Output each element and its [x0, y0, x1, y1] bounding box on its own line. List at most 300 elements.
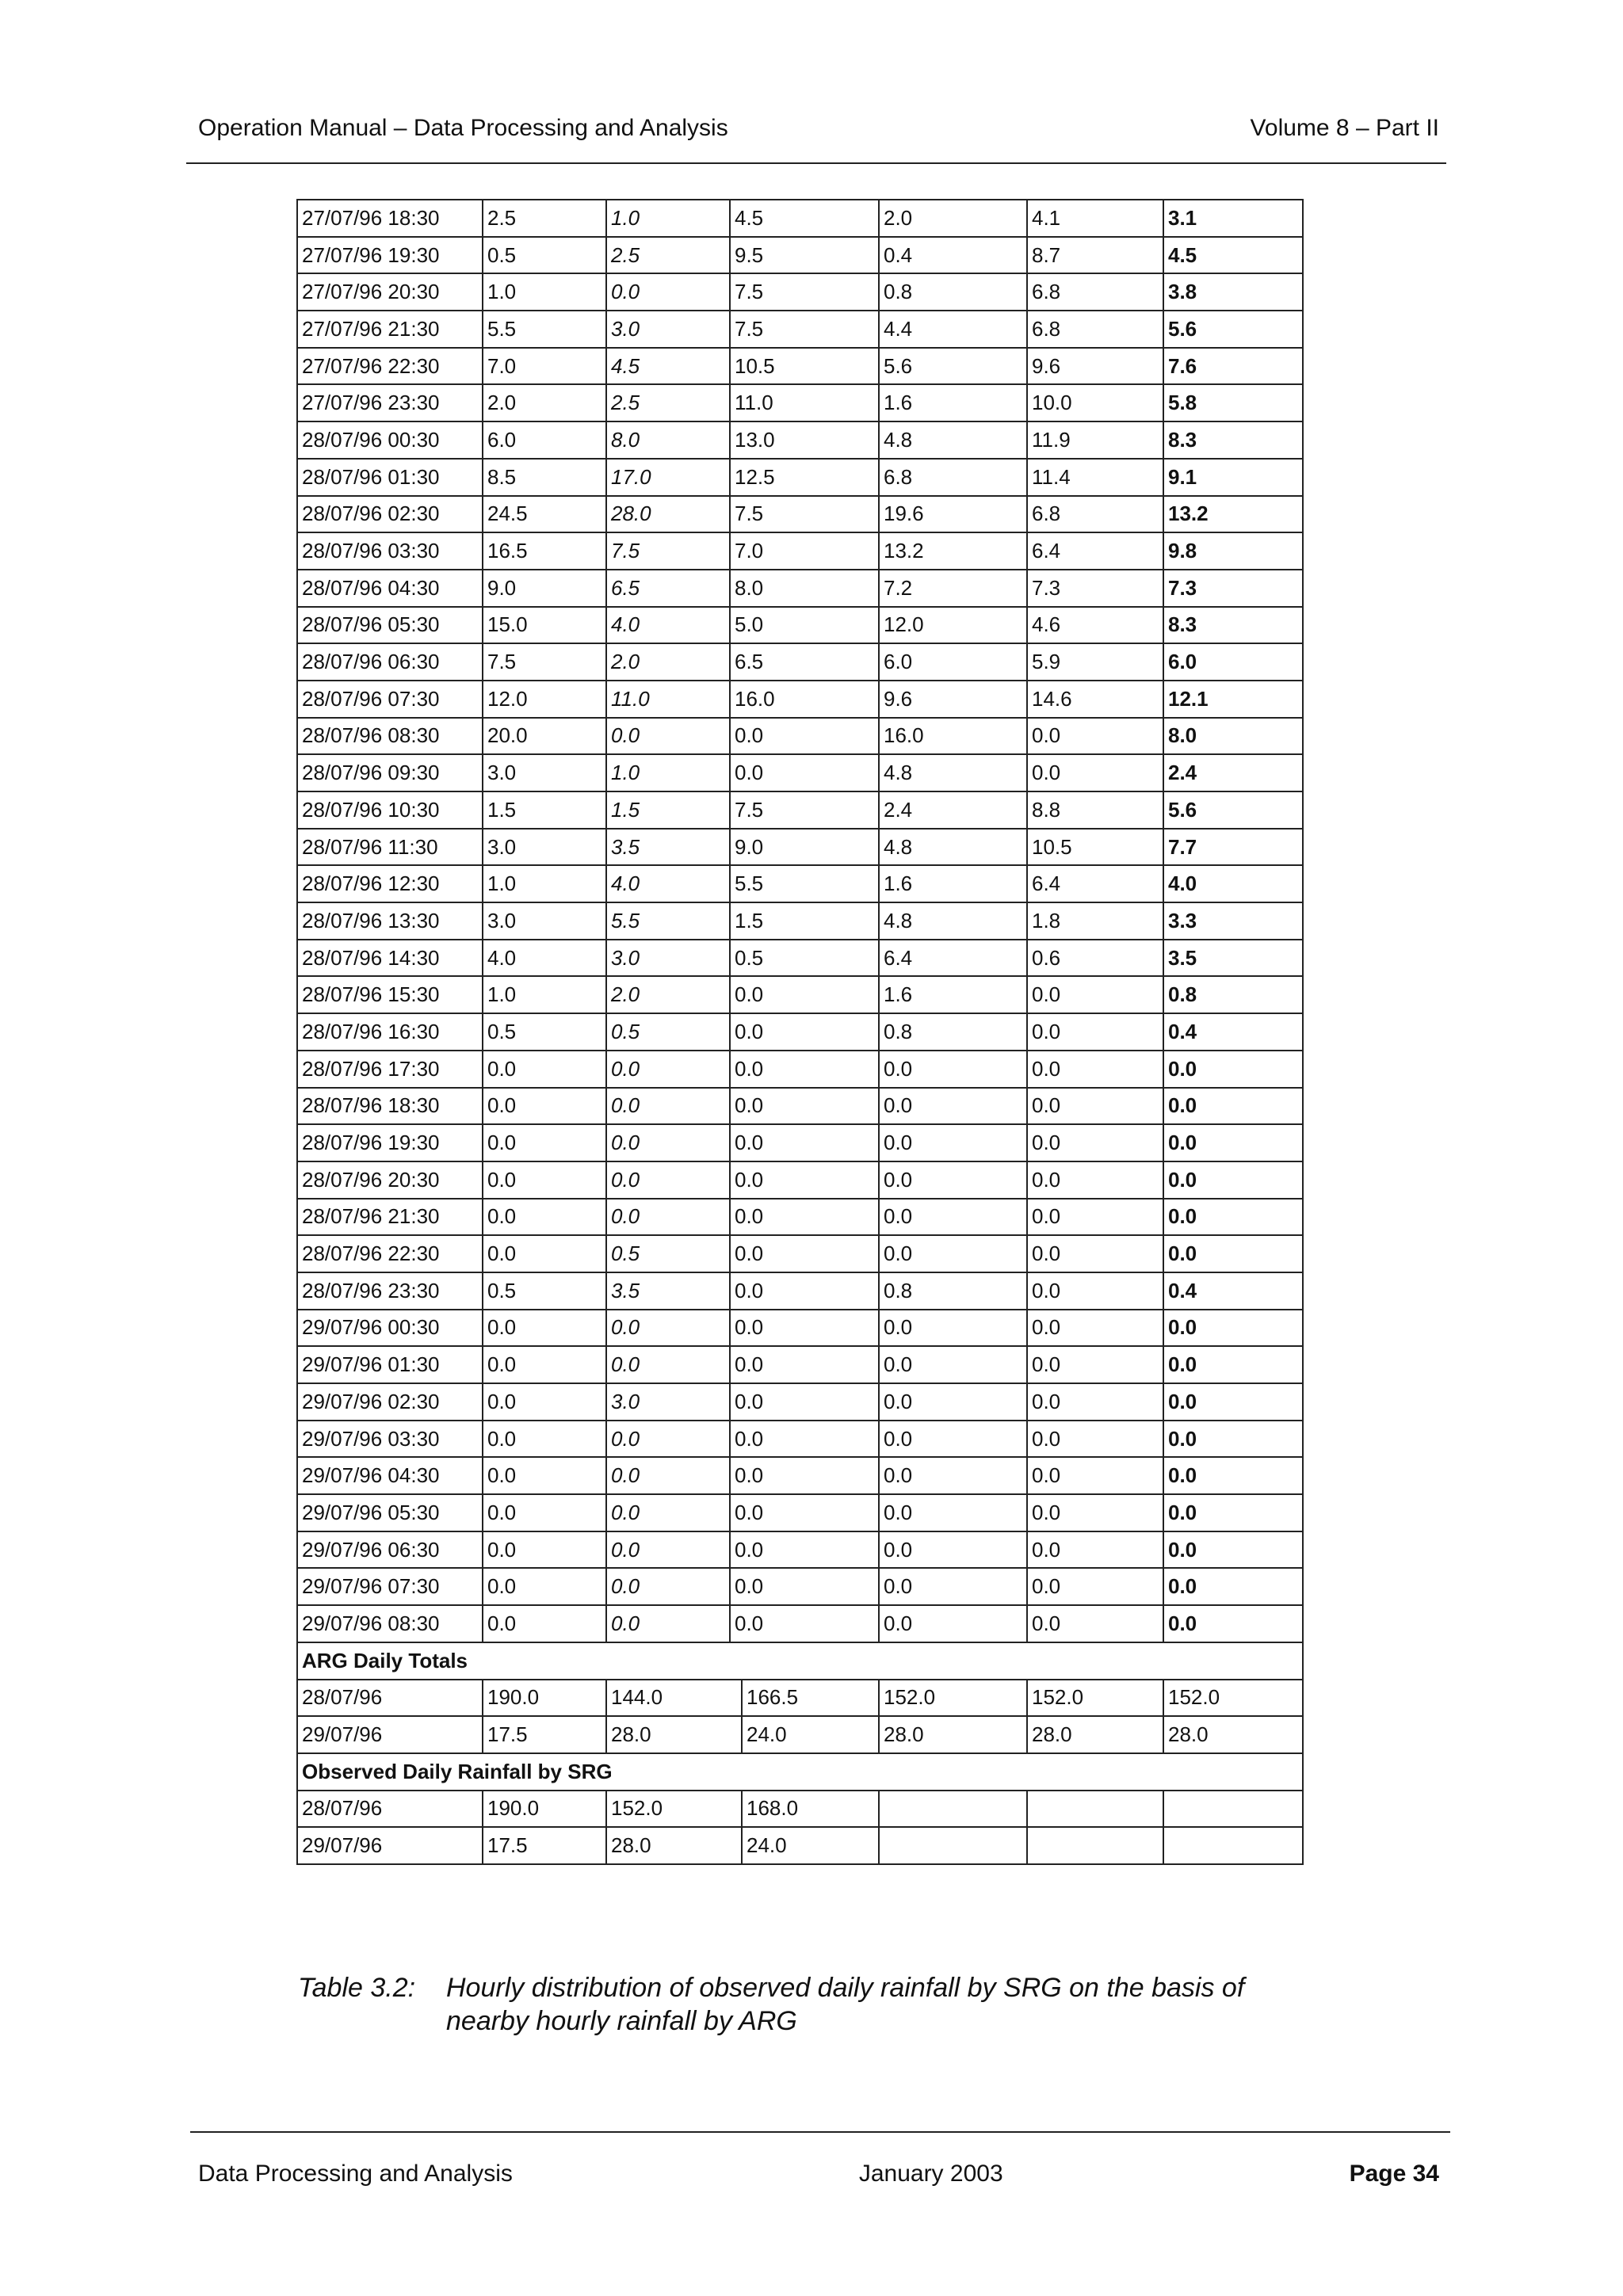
table-cell: 15.0: [483, 607, 606, 644]
table-cell: 4.8: [879, 421, 1027, 459]
table-cell: 6.4: [879, 940, 1027, 977]
table-cell: 0.0: [1027, 1568, 1163, 1605]
table-cell: 24.0: [742, 1716, 879, 1753]
table-cell: 28/07/96 05:30: [297, 607, 483, 644]
table-cell: 2.0: [879, 200, 1027, 237]
table-cell: 0.0: [879, 1051, 1027, 1088]
table-cell: 0.0: [1027, 1421, 1163, 1458]
table-cell: 0.0: [483, 1310, 606, 1347]
table-cell: 152.0: [1027, 1680, 1163, 1717]
table-cell: 0.0: [483, 1605, 606, 1642]
table-cell: 8.5: [483, 459, 606, 496]
table-cell: 7.5: [730, 273, 879, 311]
table-row: [297, 643, 1303, 681]
table-cell: 0.0: [1027, 1235, 1163, 1272]
table-row: [297, 1199, 1303, 1236]
header-volume: Volume 8 – Part II: [1250, 115, 1439, 141]
table-cell: 27/07/96 20:30: [297, 273, 483, 311]
table-row: [297, 570, 1303, 607]
table-cell: 8.0: [1163, 718, 1303, 755]
table-cell: 0.0: [606, 1310, 730, 1347]
table-row: [297, 829, 1303, 866]
table-cell: 28/07/96 04:30: [297, 570, 483, 607]
table-cell: 6.5: [730, 643, 879, 681]
table-cell: 0.0: [1027, 718, 1163, 755]
table-cell: 2.0: [606, 976, 730, 1013]
table-cell: 0.0: [1027, 1346, 1163, 1383]
table-cell: 5.8: [1163, 384, 1303, 421]
table-cell: [879, 1791, 1027, 1828]
table-cell: 3.0: [606, 1383, 730, 1421]
table-row: [297, 1457, 1303, 1494]
table-cell: 1.5: [483, 791, 606, 829]
table-cell: 9.8: [1163, 532, 1303, 570]
table-cell: 1.6: [879, 384, 1027, 421]
table-cell: 0.4: [879, 237, 1027, 274]
table-cell: 28/07/96 13:30: [297, 902, 483, 940]
table-cell: 29/07/96: [297, 1827, 483, 1864]
table-cell: 0.0: [483, 1494, 606, 1531]
page-header: [198, 111, 1439, 146]
table-cell: 0.0: [1163, 1457, 1303, 1494]
table-cell: 0.8: [1163, 976, 1303, 1013]
table-cell: 0.0: [730, 1088, 879, 1125]
table-row: [297, 532, 1303, 570]
table-cell: [1163, 1827, 1303, 1864]
table-cell: 0.0: [1027, 976, 1163, 1013]
table-cell: 0.0: [730, 1568, 879, 1605]
table-cell: 28/07/96 00:30: [297, 421, 483, 459]
table-cell: 29/07/96 02:30: [297, 1383, 483, 1421]
table-cell: 0.0: [1163, 1568, 1303, 1605]
footer-title: Data Processing and Analysis: [198, 2161, 513, 2187]
table-cell: 4.5: [606, 348, 730, 385]
table-cell: 27/07/96 18:30: [297, 200, 483, 237]
table-row: [297, 273, 1303, 311]
table-cell: 16.0: [879, 718, 1027, 755]
table-cell: 190.0: [483, 1791, 606, 1828]
table-cell: 0.0: [483, 1088, 606, 1125]
table-cell: 28/07/96 02:30: [297, 496, 483, 533]
table-cell: 7.5: [730, 791, 879, 829]
table-cell: 28.0: [1163, 1716, 1303, 1753]
table-cell: 2.4: [1163, 754, 1303, 791]
table-cell: 0.5: [606, 1235, 730, 1272]
section-header-row: [297, 1642, 1303, 1680]
table-cell: 0.4: [1163, 1272, 1303, 1310]
table-cell: 12.0: [879, 607, 1027, 644]
table-row: [297, 607, 1303, 644]
table-cell: 0.0: [879, 1605, 1027, 1642]
table-cell: 0.5: [606, 1013, 730, 1051]
table-cell: 28/07/96 07:30: [297, 681, 483, 718]
table-row: [297, 976, 1303, 1013]
table-cell: 4.0: [606, 607, 730, 644]
header-title: Operation Manual – Data Processing and Analysis: [198, 115, 728, 141]
table-cell: 0.0: [1027, 1310, 1163, 1347]
table-cell: 29/07/96 08:30: [297, 1605, 483, 1642]
table-cell: 13.0: [730, 421, 879, 459]
table-cell: 29/07/96: [297, 1716, 483, 1753]
table-cell: 0.0: [879, 1235, 1027, 1272]
table-cell: 28/07/96 10:30: [297, 791, 483, 829]
table-cell: 0.0: [1027, 1494, 1163, 1531]
table-cell: 0.0: [730, 718, 879, 755]
table-cell: 4.8: [879, 829, 1027, 866]
table-cell: 2.0: [483, 384, 606, 421]
table-cell: 3.5: [1163, 940, 1303, 977]
table-cell: 29/07/96 05:30: [297, 1494, 483, 1531]
rainfall-table: [296, 199, 1304, 1865]
table-cell: 4.8: [879, 754, 1027, 791]
table-cell: 6.8: [1027, 496, 1163, 533]
table-cell: 5.6: [1163, 791, 1303, 829]
table-cell: 0.0: [1163, 1199, 1303, 1236]
table-cell: 0.5: [483, 1013, 606, 1051]
table-cell: 0.0: [1163, 1235, 1303, 1272]
table-cell: 10.5: [1027, 829, 1163, 866]
table-cell: 0.0: [606, 1051, 730, 1088]
totals-row: [297, 1791, 1303, 1828]
table-cell: 16.5: [483, 532, 606, 570]
table-cell: 7.5: [730, 311, 879, 348]
table-cell: 152.0: [1163, 1680, 1303, 1717]
table-cell: 28/07/96: [297, 1791, 483, 1828]
table-cell: 0.0: [1027, 1051, 1163, 1088]
table-cell: 8.0: [730, 570, 879, 607]
table-cell: 168.0: [742, 1791, 879, 1828]
table-cell: 27/07/96 21:30: [297, 311, 483, 348]
table-cell: 28/07/96 19:30: [297, 1124, 483, 1161]
table-row: [297, 1494, 1303, 1531]
table-cell: 0.0: [730, 1013, 879, 1051]
table-cell: 11.9: [1027, 421, 1163, 459]
table-cell: 28/07/96 03:30: [297, 532, 483, 570]
table-cell: 4.0: [606, 865, 730, 902]
table-cell: 24.5: [483, 496, 606, 533]
table-cell: 0.0: [730, 1421, 879, 1458]
table-cell: 0.0: [1027, 1531, 1163, 1569]
table-cell: 28.0: [606, 1827, 742, 1864]
table-row: [297, 1568, 1303, 1605]
table-row: [297, 1310, 1303, 1347]
table-cell: 27/07/96 22:30: [297, 348, 483, 385]
table-cell: 8.3: [1163, 421, 1303, 459]
table-row: [297, 421, 1303, 459]
table-cell: 0.0: [483, 1051, 606, 1088]
table-cell: 5.5: [606, 902, 730, 940]
table-cell: 0.0: [1027, 1088, 1163, 1125]
table-cell: 0.0: [1163, 1605, 1303, 1642]
table-row: [297, 1013, 1303, 1051]
table-cell: 0.0: [483, 1235, 606, 1272]
table-cell: 9.6: [879, 681, 1027, 718]
table-cell: 6.8: [1027, 311, 1163, 348]
table-cell: 0.0: [606, 1605, 730, 1642]
table-row: [297, 311, 1303, 348]
table-cell: 0.0: [606, 1088, 730, 1125]
table-cell: 29/07/96 03:30: [297, 1421, 483, 1458]
table-cell: 4.6: [1027, 607, 1163, 644]
table-cell: 0.0: [606, 273, 730, 311]
table-cell: 0.0: [730, 1605, 879, 1642]
table-cell: 0.8: [879, 1013, 1027, 1051]
table-cell: 11.4: [1027, 459, 1163, 496]
table-cell: 0.0: [1163, 1051, 1303, 1088]
table-cell: 0.5: [730, 940, 879, 977]
table-cell: 5.6: [879, 348, 1027, 385]
table-cell: 0.0: [879, 1124, 1027, 1161]
table-cell: 24.0: [742, 1827, 879, 1864]
table-cell: 0.0: [483, 1568, 606, 1605]
table-cell: 2.5: [606, 384, 730, 421]
table-cell: 0.0: [483, 1199, 606, 1236]
table-cell: 0.0: [1027, 1457, 1163, 1494]
table-cell: 7.0: [483, 348, 606, 385]
table-cell: 0.0: [879, 1383, 1027, 1421]
table-cell: 1.0: [606, 200, 730, 237]
table-cell: 12.0: [483, 681, 606, 718]
table-cell: 28/07/96 15:30: [297, 976, 483, 1013]
table-cell: 28.0: [1027, 1716, 1163, 1753]
table-cell: 6.5: [606, 570, 730, 607]
table-cell: 10.5: [730, 348, 879, 385]
section-title: ARG Daily Totals: [297, 1642, 1303, 1680]
table-cell: 7.5: [606, 532, 730, 570]
table-cell: 1.5: [606, 791, 730, 829]
table-cell: 152.0: [606, 1791, 742, 1828]
table-cell: 8.7: [1027, 237, 1163, 274]
section-title: Observed Daily Rainfall by SRG: [297, 1753, 1303, 1791]
table-cell: 28/07/96 23:30: [297, 1272, 483, 1310]
section-header-row: [297, 1753, 1303, 1791]
table-cell: 0.0: [606, 1568, 730, 1605]
table-cell: 28/07/96 14:30: [297, 940, 483, 977]
table-cell: 0.0: [606, 1161, 730, 1199]
table-cell: 8.3: [1163, 607, 1303, 644]
table-cell: [1027, 1791, 1163, 1828]
page-number: Page 34: [1349, 2161, 1439, 2187]
table-cell: 0.0: [879, 1531, 1027, 1569]
table-cell: 0.0: [1163, 1421, 1303, 1458]
table-row: [297, 459, 1303, 496]
table-cell: 0.0: [606, 1494, 730, 1531]
table-cell: 0.0: [483, 1124, 606, 1161]
table-cell: 7.3: [1163, 570, 1303, 607]
table-cell: 0.0: [1163, 1310, 1303, 1347]
table-row: [297, 718, 1303, 755]
table-cell: 0.0: [730, 1199, 879, 1236]
table-cell: 0.0: [879, 1568, 1027, 1605]
table-cell: 0.0: [730, 976, 879, 1013]
table-cell: 0.0: [730, 1124, 879, 1161]
table-cell: 27/07/96 23:30: [297, 384, 483, 421]
table-row: [297, 348, 1303, 385]
table-cell: 0.0: [1163, 1161, 1303, 1199]
table-cell: 0.0: [730, 1494, 879, 1531]
table-cell: 3.1: [1163, 200, 1303, 237]
table-cell: 166.5: [742, 1680, 879, 1717]
table-cell: 28.0: [606, 1716, 742, 1753]
table-cell: 0.0: [606, 1199, 730, 1236]
table-cell: 28/07/96 18:30: [297, 1088, 483, 1125]
table-cell: 7.7: [1163, 829, 1303, 866]
table-cell: 28/07/96 20:30: [297, 1161, 483, 1199]
table-cell: 0.0: [879, 1199, 1027, 1236]
table-cell: 12.5: [730, 459, 879, 496]
table-row: [297, 1383, 1303, 1421]
table-cell: 0.6: [1027, 940, 1163, 977]
table-cell: 1.0: [606, 754, 730, 791]
table-cell: 12.1: [1163, 681, 1303, 718]
table-cell: 0.0: [879, 1457, 1027, 1494]
table-cell: 1.8: [1027, 902, 1163, 940]
table-cell: 0.0: [1027, 1605, 1163, 1642]
table-row: [297, 754, 1303, 791]
table-cell: 8.8: [1027, 791, 1163, 829]
table-cell: 0.0: [606, 1421, 730, 1458]
table-cell: 0.0: [1027, 754, 1163, 791]
table-cell: 29/07/96 00:30: [297, 1310, 483, 1347]
table-cell: 0.0: [483, 1383, 606, 1421]
table-cell: 29/07/96 01:30: [297, 1346, 483, 1383]
table-cell: 2.5: [483, 200, 606, 237]
table-cell: 0.0: [1027, 1124, 1163, 1161]
table-cell: 28/07/96 06:30: [297, 643, 483, 681]
table-cell: 3.0: [606, 311, 730, 348]
table-cell: 2.0: [606, 643, 730, 681]
table-row: [297, 1161, 1303, 1199]
table-cell: 0.0: [483, 1531, 606, 1569]
table-row: [297, 681, 1303, 718]
table-cell: 0.0: [606, 1531, 730, 1569]
table-cell: 0.5: [483, 1272, 606, 1310]
table-cell: 0.0: [730, 1383, 879, 1421]
table-cell: 190.0: [483, 1680, 606, 1717]
table-cell: 1.6: [879, 976, 1027, 1013]
table-row: [297, 1124, 1303, 1161]
table-row: [297, 237, 1303, 274]
table-row: [297, 865, 1303, 902]
table-cell: 5.6: [1163, 311, 1303, 348]
table-cell: 11.0: [730, 384, 879, 421]
table-row: [297, 1421, 1303, 1458]
table-row: [297, 384, 1303, 421]
table-cell: 0.0: [879, 1088, 1027, 1125]
table-cell: 3.0: [483, 902, 606, 940]
table-cell: 0.0: [606, 1346, 730, 1383]
table-cell: 28/07/96 16:30: [297, 1013, 483, 1051]
table-cell: 4.5: [730, 200, 879, 237]
footer-date: January 2003: [858, 2161, 1003, 2187]
table-cell: 14.6: [1027, 681, 1163, 718]
table-cell: 0.8: [879, 273, 1027, 311]
table-cell: 5.0: [730, 607, 879, 644]
table-cell: 28/07/96 12:30: [297, 865, 483, 902]
table-cell: 0.0: [730, 754, 879, 791]
table-cell: 0.0: [1027, 1013, 1163, 1051]
table-cell: 1.0: [483, 865, 606, 902]
table-cell: 28.0: [606, 496, 730, 533]
header-divider: [186, 162, 1446, 164]
table-cell: 6.4: [1027, 865, 1163, 902]
table-row: [297, 1051, 1303, 1088]
table-cell: 6.4: [1027, 532, 1163, 570]
table-cell: 0.0: [730, 1531, 879, 1569]
table-cell: 3.8: [1163, 273, 1303, 311]
table-cell: 28/07/96 08:30: [297, 718, 483, 755]
table-cell: 6.0: [483, 421, 606, 459]
table-cell: 8.0: [606, 421, 730, 459]
table-cell: 4.0: [483, 940, 606, 977]
table-cell: 7.5: [483, 643, 606, 681]
table-row: [297, 902, 1303, 940]
table-cell: 29/07/96 07:30: [297, 1568, 483, 1605]
table-cell: 28/07/96 22:30: [297, 1235, 483, 1272]
caption-label: Table 3.2:: [298, 1973, 416, 2003]
footer-divider: [190, 2131, 1450, 2133]
table-cell: 0.0: [1163, 1346, 1303, 1383]
table-row: [297, 496, 1303, 533]
table-cell: [1163, 1791, 1303, 1828]
table-cell: 1.0: [483, 273, 606, 311]
table-cell: 29/07/96 04:30: [297, 1457, 483, 1494]
table-cell: 3.0: [483, 829, 606, 866]
table-cell: 13.2: [879, 532, 1027, 570]
table-row: [297, 1272, 1303, 1310]
table-row: [297, 200, 1303, 237]
table-cell: 28/07/96 01:30: [297, 459, 483, 496]
totals-row: [297, 1680, 1303, 1717]
table-cell: 0.0: [730, 1457, 879, 1494]
table-cell: 28.0: [879, 1716, 1027, 1753]
table-cell: 27/07/96 19:30: [297, 237, 483, 274]
table-cell: 9.0: [483, 570, 606, 607]
table-cell: 4.5: [1163, 237, 1303, 274]
table-cell: 0.0: [879, 1494, 1027, 1531]
table-cell: 2.4: [879, 791, 1027, 829]
table-cell: 0.0: [483, 1457, 606, 1494]
table-cell: 0.0: [1163, 1494, 1303, 1531]
table-cell: 0.0: [730, 1235, 879, 1272]
table-cell: 0.0: [1163, 1383, 1303, 1421]
table-cell: 4.0: [1163, 865, 1303, 902]
table-cell: 1.5: [730, 902, 879, 940]
table-cell: 0.0: [879, 1421, 1027, 1458]
table-cell: 20.0: [483, 718, 606, 755]
table-cell: 6.8: [1027, 273, 1163, 311]
table-cell: 7.3: [1027, 570, 1163, 607]
table-cell: 7.2: [879, 570, 1027, 607]
table-cell: 0.0: [483, 1161, 606, 1199]
table-cell: 3.0: [483, 754, 606, 791]
table-cell: 5.5: [483, 311, 606, 348]
table-cell: 0.0: [1027, 1161, 1163, 1199]
table-cell: 29/07/96 06:30: [297, 1531, 483, 1569]
table-row: [297, 1531, 1303, 1569]
table-cell: 3.3: [1163, 902, 1303, 940]
table-row: [297, 791, 1303, 829]
table-row: [297, 1605, 1303, 1642]
table-cell: 3.5: [606, 829, 730, 866]
table-cell: 7.6: [1163, 348, 1303, 385]
table-cell: [879, 1827, 1027, 1864]
table-cell: 28/07/96: [297, 1680, 483, 1717]
table-cell: 4.8: [879, 902, 1027, 940]
table-cell: 0.0: [1163, 1531, 1303, 1569]
table-cell: 11.0: [606, 681, 730, 718]
table-cell: 1.6: [879, 865, 1027, 902]
